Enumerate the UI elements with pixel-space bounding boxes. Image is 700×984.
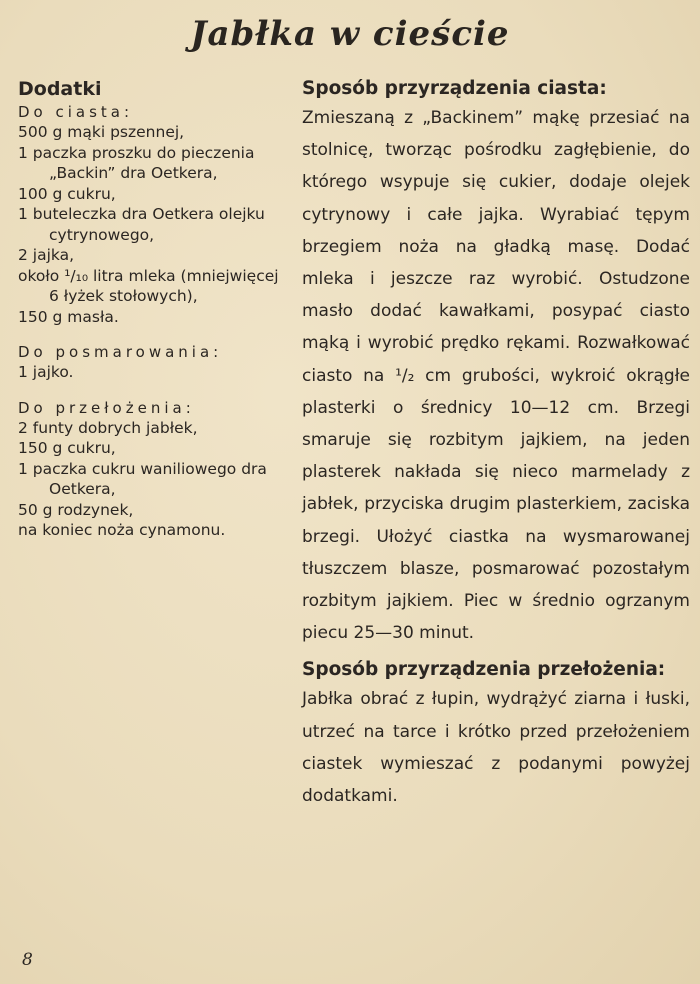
- ingredient-item: 100 g cukru,: [18, 184, 116, 203]
- ingredients-column: [18, 78, 288, 541]
- ingredient-item: 1 buteleczka dra Oetkera olejku cytrynowego,: [18, 205, 265, 244]
- page-number: 8: [22, 950, 33, 970]
- dough-label: Do ciasta:: [18, 103, 134, 121]
- ingredient-item: 50 g rodzynek,: [18, 500, 134, 519]
- ingredient-item: na koniec noża cynamonu.: [18, 521, 226, 539]
- brush-label: Do posmarowania:: [18, 343, 223, 361]
- filling-list: [18, 418, 288, 541]
- filling-method-heading: Sposób przyrządzenia przełożenia:: [302, 659, 666, 681]
- filling-method-text: Jabłka obrać z łupin, wydrążyć ziarna i łuski, utrzeć na tarce i krótko przed przełożeniem ciastek wymieszać z podanymi powyżej dodatkami.: [302, 689, 690, 807]
- ingredient-item: 2 funty dobrych jabłek,: [18, 418, 198, 437]
- filling-label: Do przełożenia:: [18, 398, 195, 417]
- ingredient-item: 500 g mąki pszennej,: [18, 123, 185, 141]
- dough-method-text: Zmieszaną z „Backinem” mąkę przesiać na stolnicę, tworząc pośrodku zagłębienie, do którego wsypuje się cukier, dodaje olejek cytrynowy i całe jajka. Wyrabiać tępym brzegiem noża na gładką masę. Dodać mleka i jeszcze raz wyrobić. Ostudzone masło dodać kawałkami, posypać ciasto mąką i wyrobić prędko rękami. Rozwałkować ciasto na ¹/₂ cm grubości, wykroić okrągłe plasterki o średnicy 10—12 cm. Brzegi smaruje się rozbitym jajkiem, na jeden plasterek nakłada się nieco marmelady z jabłek, przyciska drugim plasterkiem, zaciska brzegi. Ułożyć ciastka na wysmarowanej tłuszczem blasze, posmarować pozostałym rozbitym jajkiem. Piec w średnio ogrzanym piecu 25—30 minut.: [302, 108, 690, 644]
- dough-method-heading: Sposób przyrządzenia ciasta:: [302, 78, 607, 99]
- page-title: Jabłka w cieście: [190, 14, 510, 54]
- ingredients-heading: Dodatki: [18, 78, 102, 100]
- ingredient-item: 2 jajka,: [18, 246, 75, 264]
- ingredient-item: 1 paczka proszku do pieczenia „Backin” dra Oetkera,: [18, 143, 255, 182]
- brush-list: [18, 362, 288, 383]
- ingredient-item: 1 paczka cukru waniliowego dra Oetkera,: [18, 459, 267, 498]
- dough-list: [18, 122, 288, 327]
- ingredient-item: około ¹/₁₀ litra mleka (mniejwięcej 6 łyżek stołowych),: [18, 266, 279, 305]
- ingredient-item: 1 jajko.: [18, 363, 74, 381]
- instructions-column: [302, 76, 690, 812]
- ingredient-item: 150 g cukru,: [18, 439, 116, 457]
- ingredient-item: 150 g masła.: [18, 307, 119, 326]
